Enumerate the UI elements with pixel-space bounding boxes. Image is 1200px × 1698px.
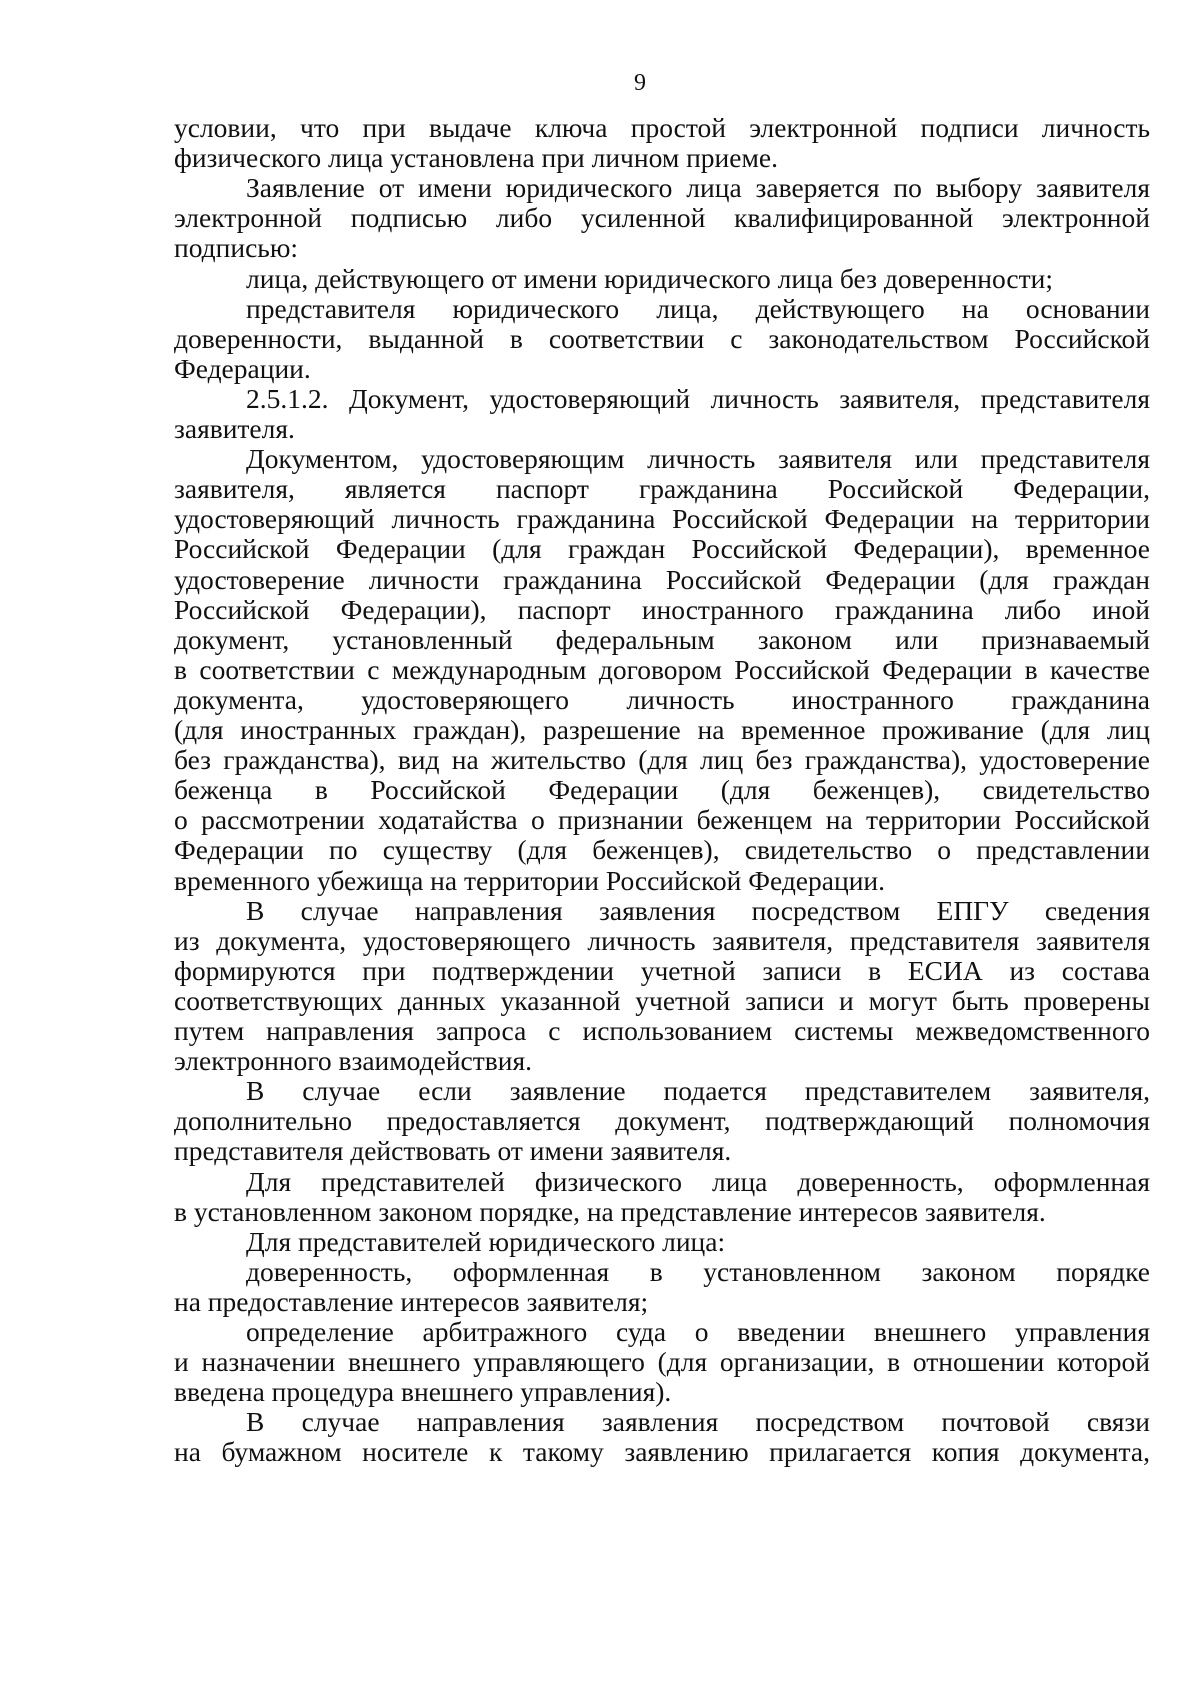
text-line: документ, установленный федеральным законом или признаваемый — [174, 623, 1150, 655]
text-line: путем направления запроса с использованием системы межведомственного — [174, 1015, 1150, 1046]
text-line: Для представителей физического лица доверенность, оформленная — [246, 1165, 1150, 1197]
text-line: введена процедура внешнего управления). — [174, 1376, 672, 1408]
text-line: доверенность, оформленная в установленном законом порядке — [246, 1255, 1150, 1287]
text-line: и назначении внешнего управляющего (для организации, в отношении которой — [174, 1346, 1150, 1378]
text-line: определение арбитражного суда о введении внешнего управления — [246, 1316, 1150, 1347]
text-line: заявителя, является паспорт гражданина Российской Федерации, — [174, 473, 1150, 505]
text-line: Федерации. — [174, 352, 311, 384]
text-line: условии, что при выдаче ключа простой электронной подписи личность — [174, 112, 1150, 143]
text-line: на бумажном носителе к такому заявлению прилагается копия документа, — [174, 1436, 1150, 1468]
text-line: В случае если заявление подается представителем заявителя, — [246, 1075, 1150, 1107]
text-line: соответствующих данных указанной учетной записи и могут быть проверены — [174, 984, 1150, 1016]
text-line: электронной подписью либо усиленной квалифицированной электронной — [174, 202, 1150, 234]
text-line: электронного взаимодействия. — [174, 1045, 532, 1077]
text-line: в соответствии с международным договором Российской Федерации в качестве — [174, 653, 1150, 685]
text-line: дополнительно предоставляется документ, подтверждающий полномочия — [174, 1105, 1150, 1137]
text-line: 2.5.1.2. Документ, удостоверяющий личность заявителя, представителя — [246, 382, 1150, 414]
text-line: заявителя. — [174, 413, 295, 444]
text-line: (для иностранных граждан), разрешение на временное проживание (для лиц — [174, 714, 1150, 745]
text-line: в установленном законом порядке, на представление интересов заявителя. — [174, 1195, 1046, 1227]
text-line: без гражданства), вид на жительство (для лиц без гражданства), удостоверение — [174, 744, 1150, 776]
text-line: Для представителей юридического лица: — [246, 1225, 726, 1257]
text-line: Заявление от имени юридического лица заверяется по выбору заявителя — [246, 172, 1150, 204]
text-line: Федерации по существу (для беженцев), свидетельство о представлении — [174, 834, 1150, 866]
text-line: удостоверяющий личность гражданина Российской Федерации на территории — [174, 503, 1150, 535]
text-line: представителя юридического лица, действующего на основании — [246, 292, 1150, 324]
text-line: лица, действующего от имени юридического лица без доверенности; — [246, 262, 1054, 294]
text-line: подписью: — [174, 232, 299, 264]
text-line: Российской Федерации), паспорт иностранного гражданина либо иной — [174, 593, 1150, 625]
text-line: беженца в Российской Федерации (для беженцев), свидетельство — [174, 774, 1150, 806]
text-line: временного убежища на территории Российской Федерации. — [174, 864, 885, 896]
text-line: на предоставление интересов заявителя; — [174, 1285, 649, 1317]
text-line: В случае направления заявления посредством ЕПГУ сведения — [246, 894, 1150, 926]
text-line: формируются при подтверждении учетной записи в ЕСИА из состава — [174, 954, 1150, 986]
page-number: 9 — [634, 70, 646, 96]
text-line: Российской Федерации (для граждан Российской Федерации), временное — [174, 533, 1150, 565]
text-line: физического лица установлена при личном приеме. — [174, 142, 778, 174]
text-line: удостоверение личности гражданина Российской Федерации (для граждан — [174, 563, 1150, 595]
text-line: о рассмотрении ходатайства о признании беженцем на территории Российской — [174, 804, 1150, 836]
text-line: В случае направления заявления посредством почтовой связи — [246, 1406, 1150, 1438]
text-line: доверенности, выданной в соответствии с законодательством Российской — [174, 322, 1150, 354]
text-line: из документа, удостоверяющего личность заявителя, представителя заявителя — [174, 924, 1150, 956]
text-line: представителя действовать от имени заявителя. — [174, 1135, 732, 1167]
text-line: документа, удостоверяющего личность иностранного гражданина — [174, 683, 1150, 715]
text-line: Документом, удостоверяющим личность заявителя или представителя — [246, 443, 1150, 475]
